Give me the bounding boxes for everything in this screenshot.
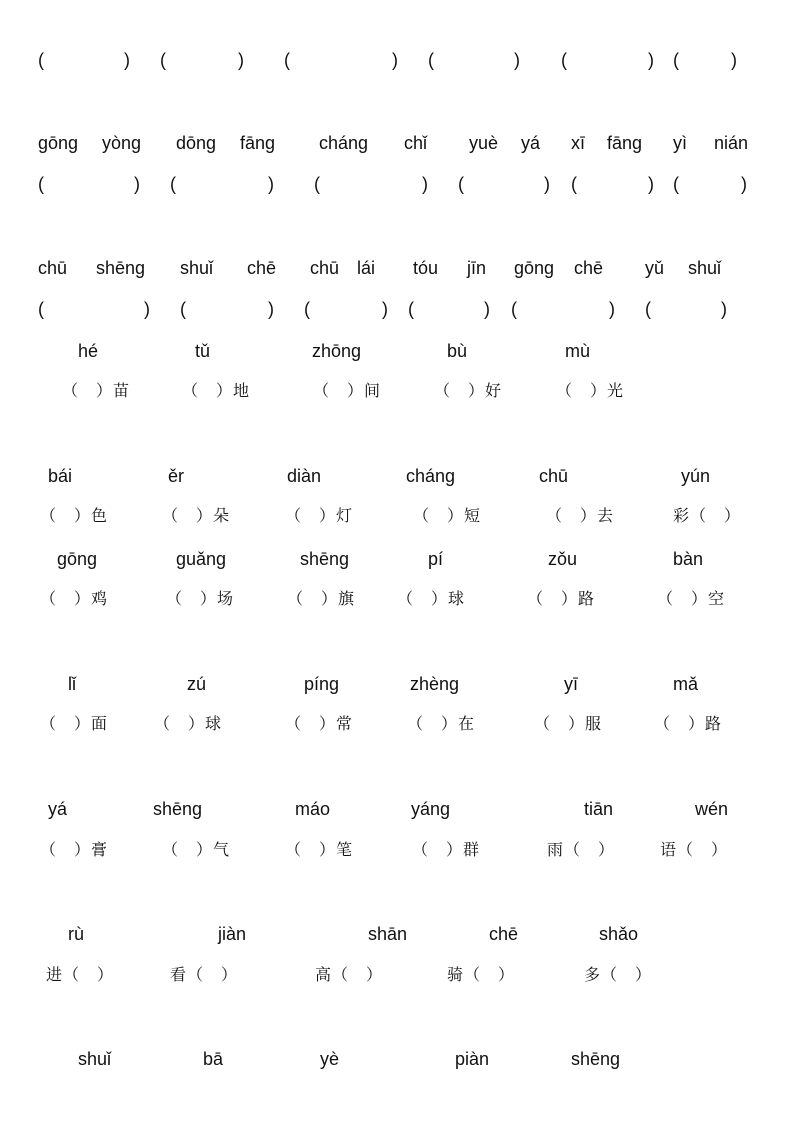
bracket-open: ( (38, 174, 44, 194)
pinyin: chǐ (404, 133, 428, 153)
pinyin: cháng (319, 133, 369, 153)
bracket-open: ( (571, 174, 577, 194)
fill-blank: （ ）光 (556, 381, 625, 400)
fill-blank: （ ）苗 (62, 381, 131, 400)
pinyin: lái (357, 258, 376, 278)
pinyin: gōng (38, 133, 79, 153)
pinyin: chē (574, 258, 604, 278)
bracket-open: ( (511, 299, 517, 319)
bracket-close: ) (268, 299, 274, 319)
pinyin: gōng (57, 549, 98, 569)
bracket-close: ) (238, 50, 244, 70)
fill-blank: 骑（ ） (447, 965, 516, 984)
pinyin: cháng (406, 466, 456, 486)
pinyin: bái (48, 466, 73, 486)
pinyin: tiān (584, 799, 614, 819)
pinyin: píng (304, 674, 340, 694)
bracket-open: ( (170, 174, 176, 194)
bracket-open: ( (645, 299, 651, 319)
pinyin: shēng (300, 549, 350, 569)
fill-blank: （ ）地 (182, 381, 251, 400)
fill-blank: （ ）空 (657, 589, 726, 608)
pinyin: zǒu (548, 549, 578, 569)
pinyin: pí (428, 549, 444, 569)
pinyin: wén (695, 799, 729, 819)
pinyin: gōng (514, 258, 555, 278)
pinyin: yǔ (645, 258, 665, 278)
pinyin: yī (564, 674, 579, 694)
bracket-close: ) (484, 299, 490, 319)
fill-blank: （ ）朵 (162, 506, 231, 525)
bracket-close: ) (731, 50, 737, 70)
fill-blank: （ ）灯 (285, 506, 354, 525)
bracket-close: ) (134, 174, 140, 194)
pinyin: jiàn (218, 924, 247, 944)
pinyin: diàn (287, 466, 322, 486)
pinyin: chē (489, 924, 519, 944)
pinyin: piàn (455, 1049, 490, 1069)
fill-blank: 看（ ） (170, 965, 239, 984)
bracket-open: ( (561, 50, 567, 70)
bracket-open: ( (180, 299, 186, 319)
fill-blank: （ ）短 (413, 506, 482, 525)
bracket-close: ) (392, 50, 398, 70)
pinyin: chū (539, 466, 569, 486)
fill-blank: （ ）在 (407, 714, 476, 733)
pinyin: dōng (176, 133, 217, 153)
bracket-open: ( (673, 50, 679, 70)
fill-blank: （ ）气 (162, 840, 231, 859)
pinyin: jīn (467, 258, 487, 278)
pinyin: yè (320, 1049, 340, 1069)
bracket-open: ( (673, 174, 679, 194)
fill-blank: （ ）好 (434, 381, 503, 400)
bracket-open: ( (458, 174, 464, 194)
bracket-close: ) (144, 299, 150, 319)
pinyin: chū (310, 258, 340, 278)
pinyin: tóu (413, 258, 439, 278)
pinyin: yún (681, 466, 711, 486)
pinyin: xī (571, 133, 586, 153)
fill-blank: 语（ ） (660, 840, 729, 859)
pinyin: shuǐ (180, 258, 214, 278)
fill-blank: （ ）去 (546, 506, 615, 525)
fill-blank: （ ）群 (412, 840, 481, 859)
bracket-open: ( (284, 50, 290, 70)
fill-blank: （ ）面 (40, 714, 109, 733)
pinyin: fāng (607, 133, 643, 153)
pinyin: yuè (469, 133, 499, 153)
bracket-close: ) (721, 299, 727, 319)
fill-blank: 高（ ） (315, 965, 384, 984)
pinyin: shǎo (599, 924, 639, 944)
bracket-open: ( (38, 50, 44, 70)
pinyin: yá (521, 133, 541, 153)
pinyin: zhèng (410, 674, 460, 694)
pinyin: bā (203, 1049, 224, 1069)
fill-blank: （ ）路 (527, 589, 596, 608)
bracket-close: ) (544, 174, 550, 194)
pinyin: mǎ (673, 674, 699, 694)
pinyin: yáng (411, 799, 451, 819)
pinyin: chū (38, 258, 68, 278)
pinyin: tǔ (195, 341, 211, 361)
bracket-close: ) (741, 174, 747, 194)
fill-blank: （ ）色 (40, 506, 109, 525)
bracket-close: ) (422, 174, 428, 194)
fill-blank: （ ）常 (285, 714, 354, 733)
pinyin: lǐ (68, 674, 76, 694)
pinyin: shēng (153, 799, 203, 819)
pinyin: máo (295, 799, 331, 819)
pinyin: shuǐ (688, 258, 722, 278)
fill-blank: （ ）笔 (285, 840, 354, 859)
pinyin: yá (48, 799, 68, 819)
fill-blank: 多（ ） (584, 965, 653, 984)
pinyin: zhōng (312, 341, 362, 361)
bracket-close: ) (648, 174, 654, 194)
bracket-open: ( (160, 50, 166, 70)
pinyin: bù (447, 341, 468, 361)
pinyin: rù (68, 924, 85, 944)
pinyin: nián (714, 133, 749, 153)
fill-blank: （ ）路 (654, 714, 723, 733)
fill-blank: 彩（ ） (673, 506, 742, 525)
pinyin: guǎng (176, 549, 227, 569)
fill-blank: （ ）间 (313, 381, 382, 400)
bracket-open: ( (38, 299, 44, 319)
bracket-open: ( (304, 299, 310, 319)
fill-blank: （ ）球 (154, 714, 223, 733)
pinyin: yòng (102, 133, 142, 153)
pinyin: yì (673, 133, 688, 153)
pinyin: bàn (673, 549, 704, 569)
pinyin: hé (78, 341, 99, 361)
bracket-close: ) (268, 174, 274, 194)
pinyin: shuǐ (78, 1049, 112, 1069)
bracket-close: ) (382, 299, 388, 319)
bracket-close: ) (124, 50, 130, 70)
pinyin: shān (368, 924, 408, 944)
bracket-close: ) (648, 50, 654, 70)
bracket-open: ( (408, 299, 414, 319)
bracket-open: ( (314, 174, 320, 194)
fill-blank: （ ）鸡 (40, 589, 109, 608)
bracket-open: ( (428, 50, 434, 70)
fill-blank: 进（ ） (46, 965, 115, 984)
fill-blank: （ ）场 (166, 589, 235, 608)
pinyin: chē (247, 258, 277, 278)
pinyin: ěr (168, 466, 185, 486)
pinyin: zú (187, 674, 207, 694)
pinyin: shēng (571, 1049, 621, 1069)
bracket-close: ) (609, 299, 615, 319)
fill-blank: （ ）球 (397, 589, 466, 608)
fill-blank: （ ）旗 (287, 589, 356, 608)
fill-blank: （ ）膏 (40, 840, 109, 859)
pinyin: fāng (240, 133, 276, 153)
fill-blank: 雨（ ） (547, 840, 616, 859)
pinyin: shēng (96, 258, 146, 278)
fill-blank: （ ）服 (534, 714, 603, 733)
bracket-close: ) (514, 50, 520, 70)
pinyin: mù (565, 341, 591, 361)
